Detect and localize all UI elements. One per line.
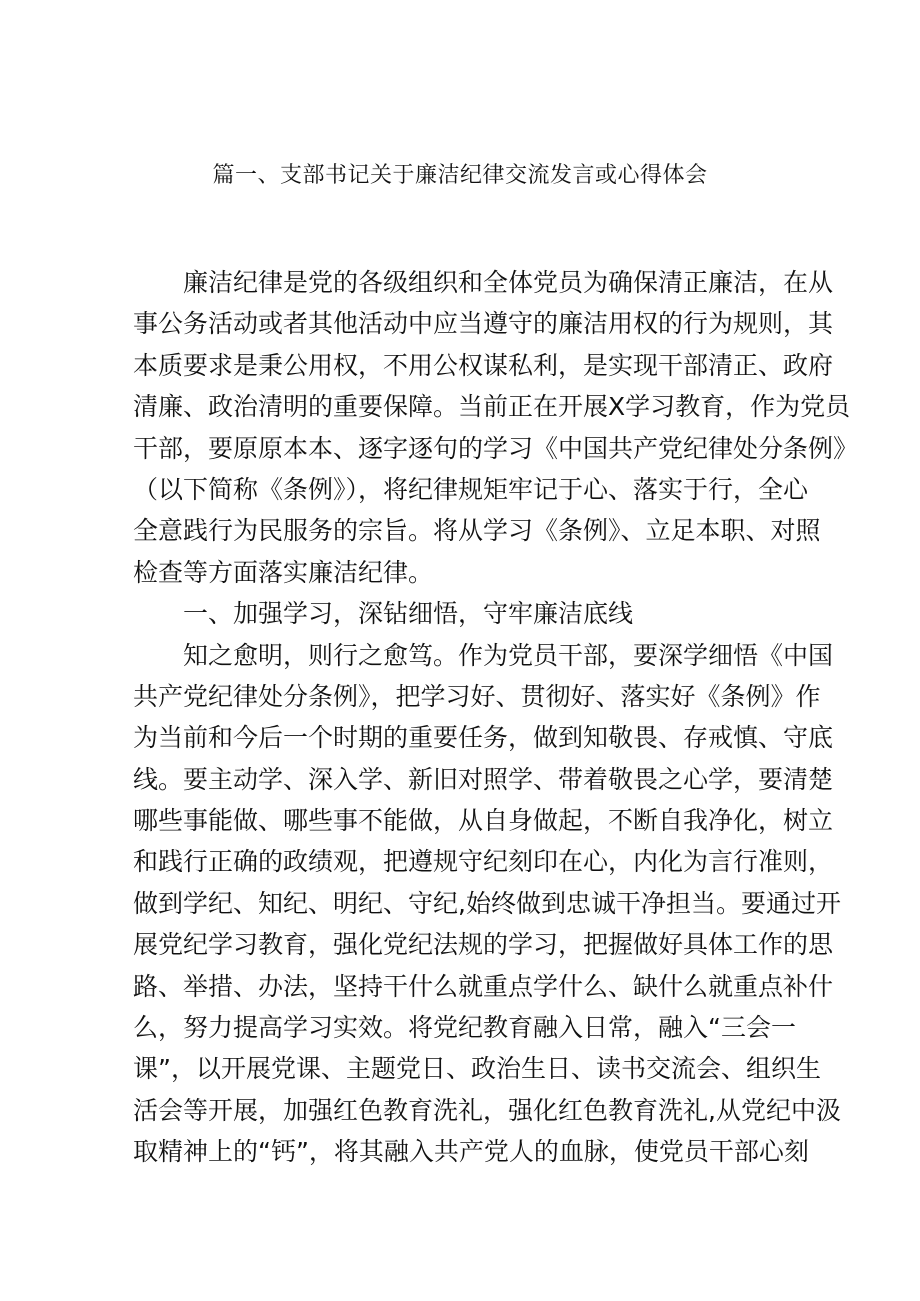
section-heading: 一、加强学习，深钻细悟，守牢廉洁底线 <box>183 599 634 629</box>
paragraph-line: 做到学纪、知纪、明纪、守纪,始终做到忠诚干净担当。要通过开 <box>133 888 841 918</box>
paragraph-line: 课”，以开展党课、主题党日、政治生日、读书交流会、组织生 <box>133 1054 821 1084</box>
paragraph-line: 廉洁纪律是党的各级组织和全体党员为确保清正廉洁，在从 <box>183 268 834 297</box>
paragraph-line: 知之愈明，则行之愈笃。作为党员干部，要深学细悟《中国 <box>183 640 834 670</box>
paragraph-line: （以下简称《条例》），将纪律规矩牢记于心、落实于行，全心 <box>133 474 809 504</box>
document-title: 篇一、支部书记关于廉洁纪律交流发言或心得体会 <box>212 163 708 188</box>
paragraph-line: 共产党纪律处分条例》，把学习好、贯彻好、落实好《条例》作 <box>133 681 821 711</box>
paragraph-line: 路、举措、办法，坚持干什么就重点学什么、缺什么就重点补什 <box>133 971 834 1001</box>
paragraph-line: 全意践行为民服务的宗旨。将从学习《条例》、立足本职、对照 <box>133 516 821 546</box>
paragraph-line: 活会等开展，加强红色教育洗礼，强化红色教育洗礼,从党纪中汲 <box>133 1095 841 1125</box>
paragraph-line: 清廉、政治清明的重要保障。当前正在开展X学习教育，作为党员 <box>133 392 851 422</box>
paragraph-line: 干部，要原原本本、逐字逐句的学习《中国共产党纪律处分条例》 <box>133 433 859 463</box>
paragraph-line: 展党纪学习教育，强化党纪法规的学习，把握做好具体工作的思 <box>133 930 834 960</box>
paragraph-line: 么，努力提高学习实效。将党纪教育融入日常，融入“三会一 <box>133 1013 796 1043</box>
paragraph-line: 为当前和今后一个时期的重要任务，做到知敬畏、存戒慎、守底 <box>133 723 834 753</box>
paragraph-line: 取精神上的“钙”，将其融入共产党人的血脉，使党员干部心刻 <box>133 1137 809 1167</box>
paragraph-line: 哪些事能做、哪些事不能做，从自身做起，不断自我净化，树立 <box>133 806 834 836</box>
paragraph-line: 线。要主动学、深入学、新旧对照学、带着敬畏之心学，要清楚 <box>133 764 834 794</box>
paragraph-line: 检查等方面落实廉洁纪律。 <box>133 557 434 587</box>
document-body <box>133 262 859 1173</box>
paragraph-line: 本质要求是秉公用权，不用公权谋私利，是实现干部清正、政府 <box>133 350 834 380</box>
paragraph-line: 事公务活动或者其他活动中应当遵守的廉洁用权的行为规则，其 <box>133 309 834 339</box>
paragraph-line: 和践行正确的政绩观，把遵规守纪刻印在心，内化为言行准则， <box>133 847 834 877</box>
